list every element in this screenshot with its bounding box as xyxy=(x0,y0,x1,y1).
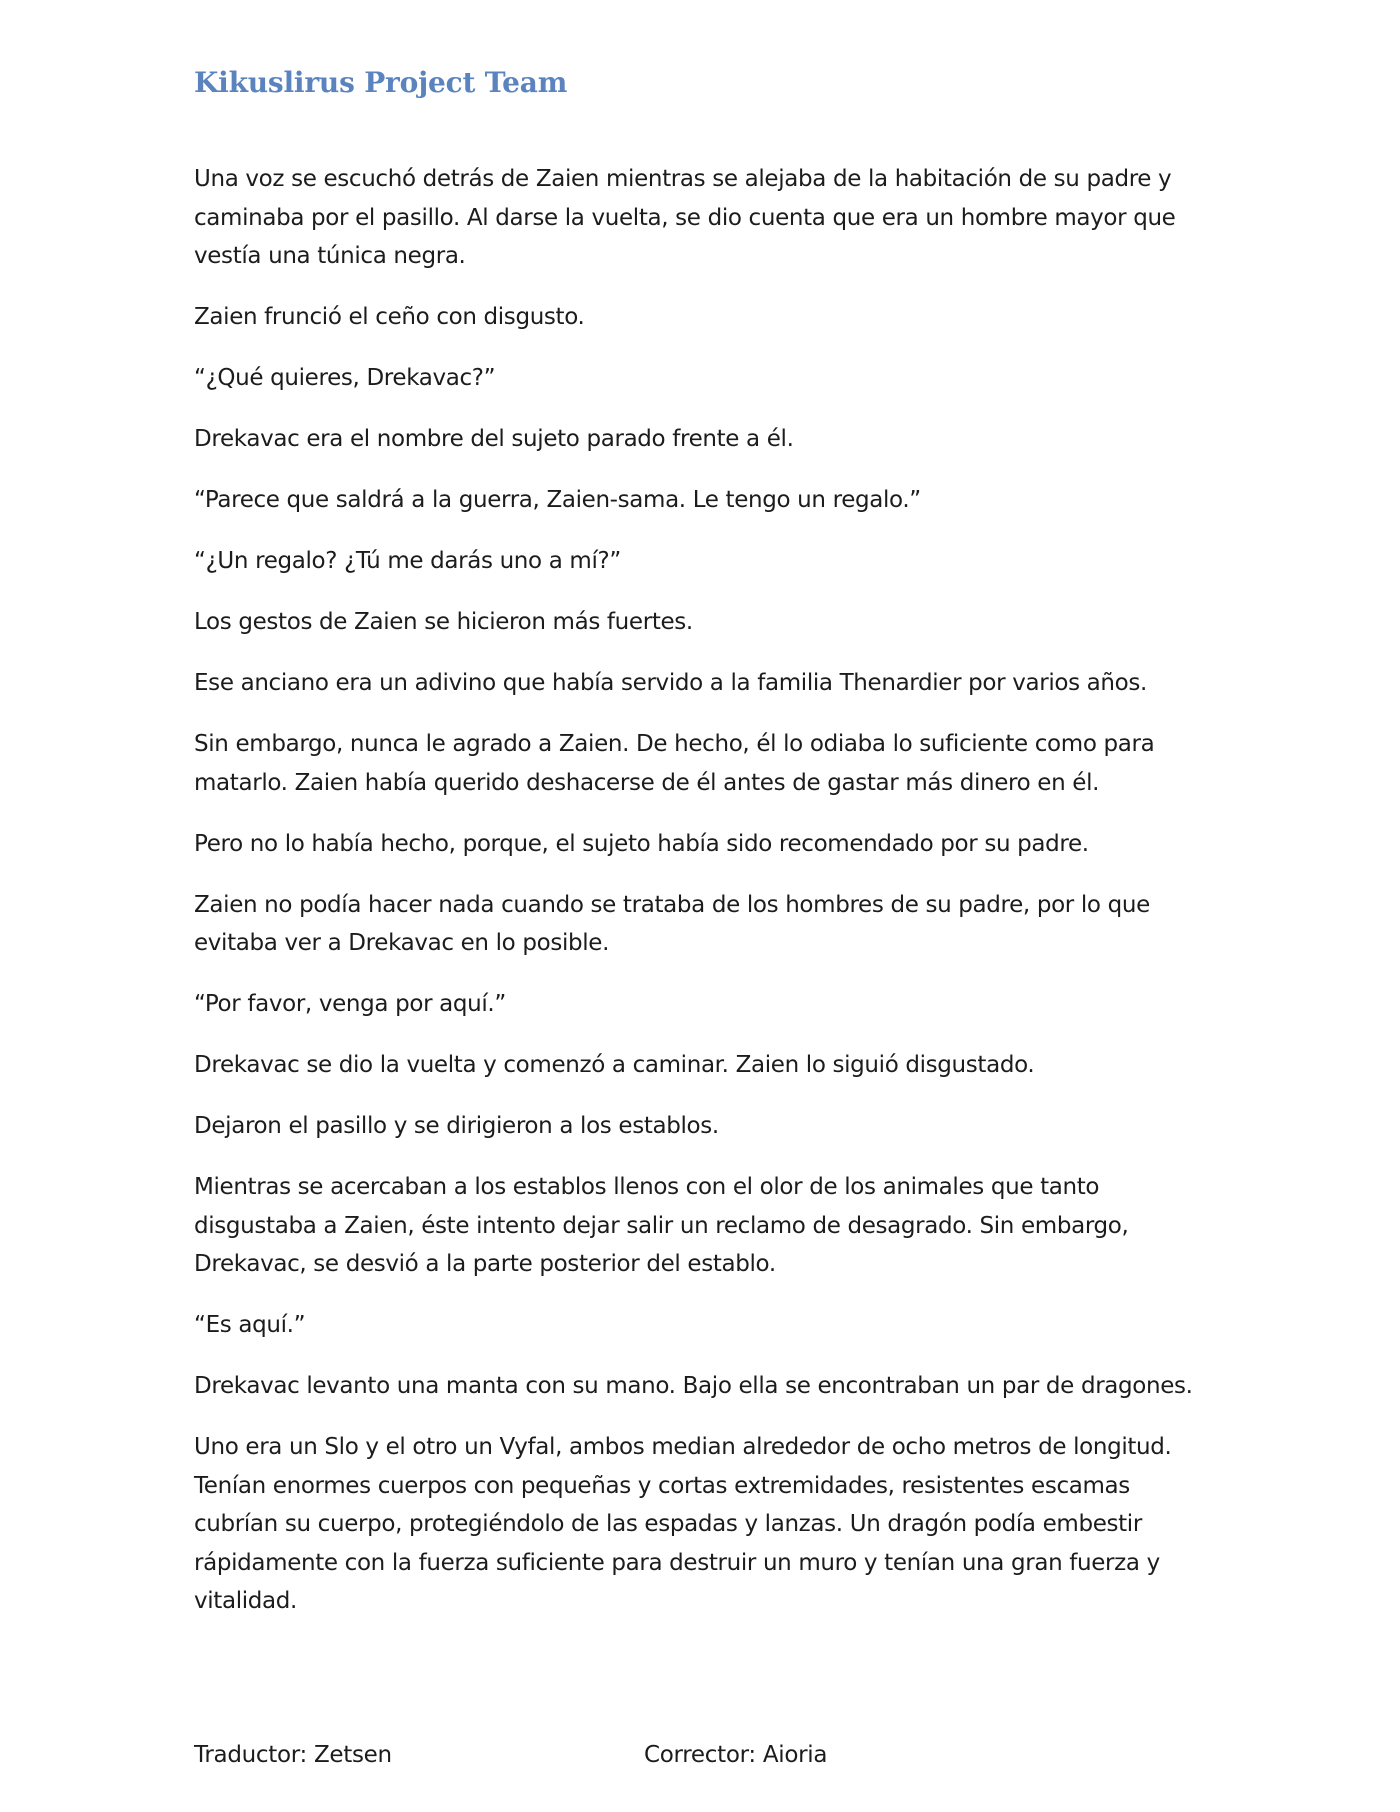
paragraph: “Por favor, venga por aquí.” xyxy=(194,991,506,1017)
paragraph: Drekavac era el nombre del sujeto parado frente a él. xyxy=(194,426,794,452)
paragraph: Zaien frunció el ceño con disgusto. xyxy=(194,304,585,330)
paragraph: Los gestos de Zaien se hicieron más fuertes. xyxy=(194,609,693,635)
body-text xyxy=(194,160,1204,1643)
paragraph: Ese anciano era un adivino que había servido a la familia Thenardier por varios años. xyxy=(194,670,1147,696)
paragraph: Dejaron el pasillo y se dirigieron a los establos. xyxy=(194,1113,719,1139)
header-title: Kikuslirus Project Team xyxy=(194,66,568,99)
paragraph: Zaien no podía hacer nada cuando se trataba de los hombres de su padre, por lo que evitaba ver a Drekavac en lo posible. xyxy=(194,891,1150,956)
paragraph: “¿Qué quieres, Drekavac?” xyxy=(194,365,496,391)
paragraph: Sin embargo, nunca le agrado a Zaien. De hecho, él lo odiaba lo suficiente como para matarlo. Zaien había querido deshacerse de él antes de gastar más dinero en él. xyxy=(194,731,1155,796)
paragraph: Drekavac levanto una manta con su mano. Bajo ella se encontraban un par de dragones. xyxy=(194,1373,1193,1399)
paragraph: “Parece que saldrá a la guerra, Zaien-sama. Le tengo un regalo.” xyxy=(194,487,921,513)
paragraph: “Es aquí.” xyxy=(194,1312,306,1338)
paragraph: Drekavac se dio la vuelta y comenzó a caminar. Zaien lo siguió disgustado. xyxy=(194,1052,1035,1078)
paragraph: Mientras se acercaban a los establos llenos con el olor de los animales que tanto disgustaba a Zaien, éste intento dejar salir un reclamo de desagrado. Sin embargo, Drekavac, se desvió a la parte posterior del establo. xyxy=(194,1174,1129,1277)
paragraph: “¿Un regalo? ¿Tú me darás uno a mí?” xyxy=(194,548,621,574)
footer-corrector: Corrector: Aioria xyxy=(644,1742,828,1768)
paragraph: Pero no lo había hecho, porque, el sujeto había sido recomendado por su padre. xyxy=(194,830,1089,857)
footer-translator: Traductor: Zetsen xyxy=(194,1742,392,1768)
paragraph: Una voz se escuchó detrás de Zaien mientras se alejaba de la habitación de su padre y caminaba por el pasillo. Al darse la vuelta, se dio cuenta que era un hombre mayor que vestía una túnica negra. xyxy=(194,166,1176,269)
paragraph: Uno era un Slo y el otro un Vyfal, ambos median alrededor de ocho metros de longitud. Tenían enormes cuerpos con pequeñas y cortas extremidades, resistentes escamas cubrían su cuerpo, protegiéndolo de las espadas y lanzas. Un dragón podía embestir rápidamente con la fuerza suficiente para destruir un muro y tenían una gran fuerza y vitalidad. xyxy=(194,1434,1172,1614)
